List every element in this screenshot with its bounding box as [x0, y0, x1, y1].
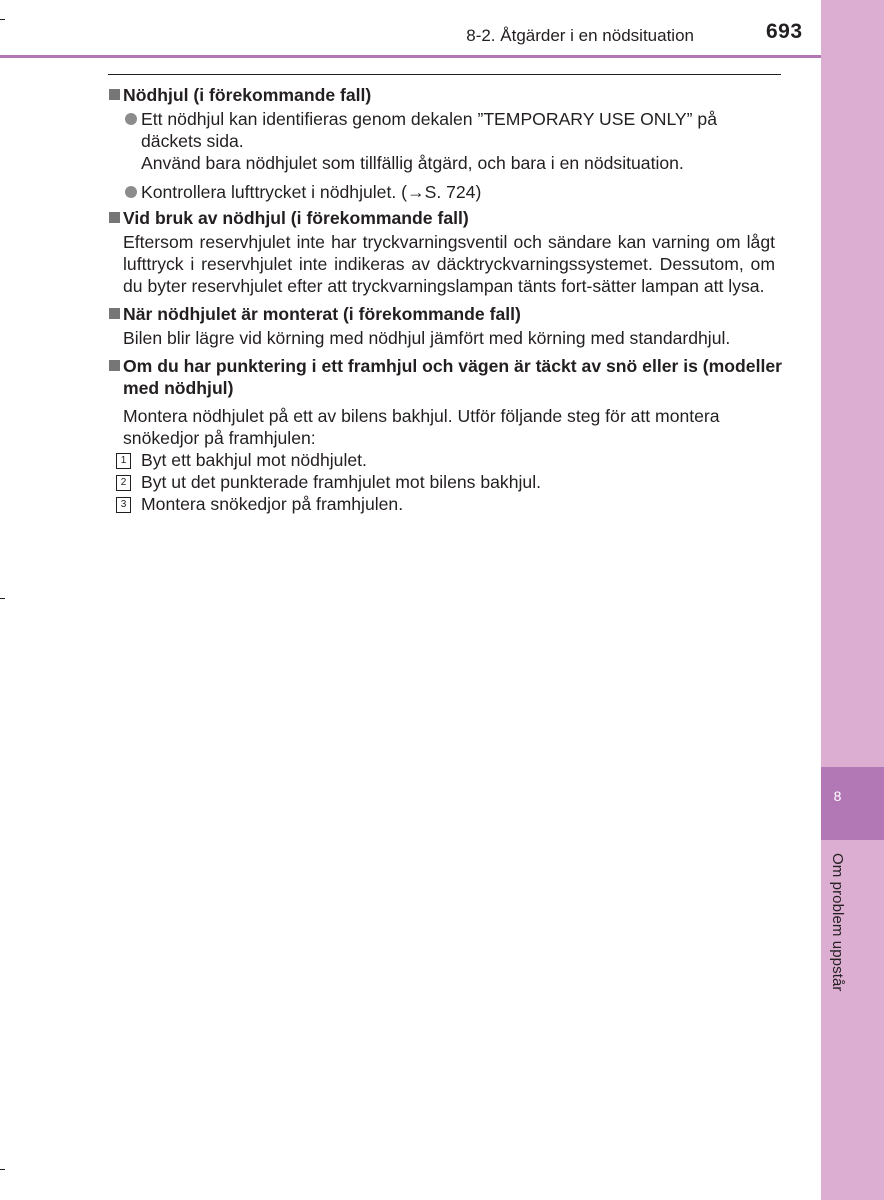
step-item: 3 Montera snökedjor på framhjulen. — [108, 493, 782, 515]
chapter-sidebar — [821, 0, 884, 1200]
section-heading: Vid bruk av nödhjul (i förekommande fall) — [108, 207, 782, 229]
square-bullet-icon — [109, 212, 120, 223]
square-bullet-icon — [109, 308, 120, 319]
crop-mark — [0, 598, 5, 599]
chapter-tab[interactable] — [821, 767, 884, 840]
step-number: 2 — [116, 475, 131, 491]
step-item: 2 Byt ut det punkterade framhjulet mot bilens bakhjul. — [108, 471, 782, 493]
step-number: 3 — [116, 497, 131, 513]
section-heading: När nödhjulet är monterat (i förekommande fall) — [108, 303, 782, 325]
content-rule — [108, 74, 781, 75]
paragraph: Bilen blir lägre vid körning med nödhjul jämfört med körning med standardhjul. — [123, 328, 731, 348]
list-item-continuation: Använd bara nödhjulet som tillfällig åtgärd, och bara i en nödsituation. — [141, 153, 684, 173]
circle-bullet-icon — [125, 113, 137, 125]
square-bullet-icon — [109, 89, 120, 100]
page-number: 693 — [766, 20, 803, 43]
chapter-number: 8 — [833, 788, 842, 804]
list-item: Ett nödhjul kan identifieras genom dekalen ”TEMPORARY USE ONLY” på däckets sida. — [108, 108, 782, 152]
section-title: 8-2. Åtgärder i en nödsituation — [466, 26, 694, 45]
crop-mark — [0, 1169, 5, 1170]
section-heading: Nödhjul (i förekommande fall) — [108, 84, 782, 106]
circle-bullet-icon — [125, 186, 137, 198]
step-number: 1 — [116, 453, 131, 469]
square-bullet-icon — [109, 360, 120, 371]
list-item: Kontrollera lufttrycket i nödhjulet. (→S. 724) — [108, 181, 782, 203]
step-item: 1 Byt ett bakhjul mot nödhjulet. — [108, 449, 782, 471]
section-heading: Om du har punktering i ett framhjul och vägen är täckt av snö eller is (modeller med nödhjul) — [108, 355, 782, 399]
crop-mark — [0, 19, 5, 20]
paragraph: Montera nödhjulet på ett av bilens bakhjul. Utför följande steg för att montera snökedjor på framhjulen: — [123, 406, 720, 448]
page-content — [108, 84, 782, 515]
chapter-title: Om problem uppstår — [829, 853, 846, 992]
paragraph: Eftersom reservhjulet inte har tryckvarningsventil och sändare kan varning om lågt lufttryck i reservhjulet inte indikeras av däcktryckvarningssystemet. Dessutom, om du byter reservhjulet efter att tryckvarningslampan tänts fort-sätter lampan att lysa. — [123, 232, 775, 296]
header-rule — [0, 55, 821, 58]
step-list — [108, 449, 782, 515]
